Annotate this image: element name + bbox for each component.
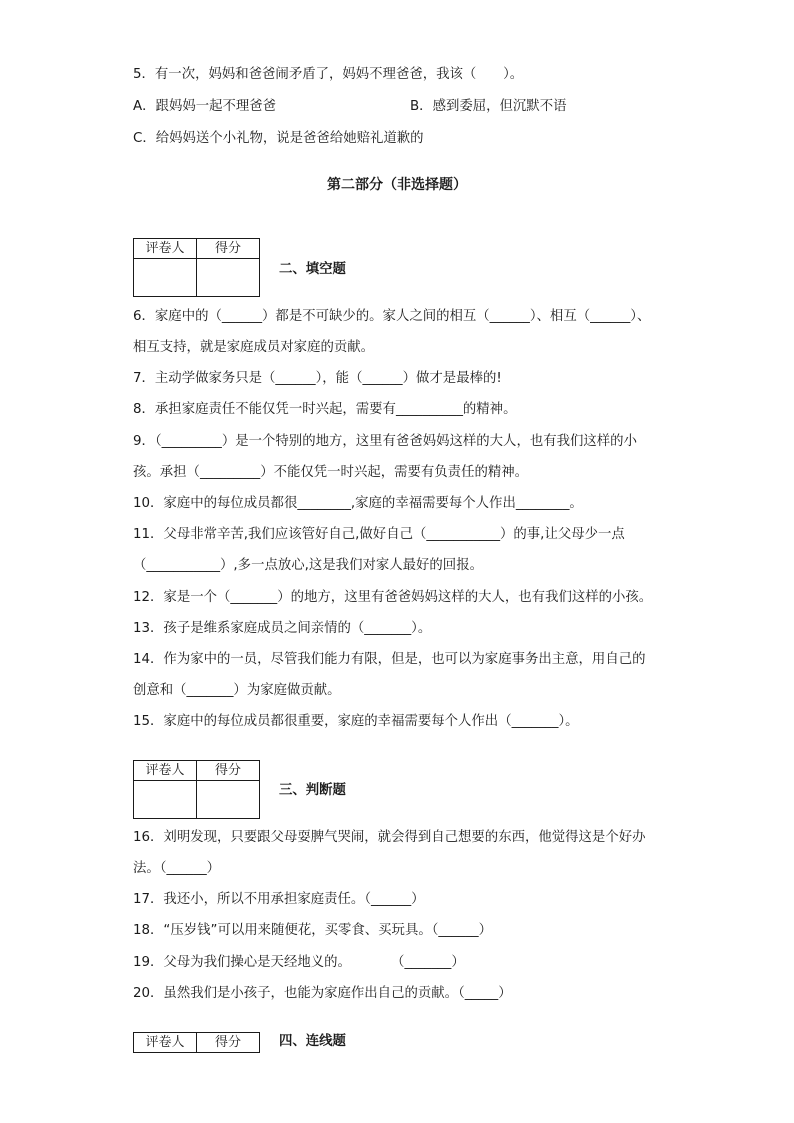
reviewer-cell xyxy=(134,259,197,297)
question-5-option-a: A．跟妈妈一起不理爸爸 xyxy=(133,99,277,114)
fill-line: （___________）,多一点放心,这是我们对家人最好的回报。 xyxy=(133,558,483,573)
fill-line: 孩。承担（_________）不能仅凭一时兴起，需要有负责任的精神。 xyxy=(133,465,529,480)
fill-line: 6．家庭中的（______）都是不可缺少的。家人之间的相互（______）、相互（______）、 xyxy=(133,309,651,324)
fill-line: 13．孩子是维系家庭成员之间亲情的（_______）。 xyxy=(133,621,432,636)
fill-line: 12．家是一个（_______）的地方，这里有爸爸妈妈这样的大人，也有我们这样的小孩。 xyxy=(133,590,653,605)
judge-line: 16．刘明发现，只要跟父母耍脾气哭闹，就会得到自己想要的东西，他觉得这是个好办 xyxy=(133,830,646,845)
fill-line: 创意和（_______）为家庭做贡献。 xyxy=(133,683,341,698)
fill-line: 14．作为家中的一员，尽管我们能力有限，但是，也可以为家庭事务出主意，用自己的 xyxy=(133,652,646,667)
reviewer-label: 评卷人 xyxy=(134,239,197,259)
reviewer-label: 评卷人 xyxy=(134,1033,197,1053)
part-2-title: 第二部分（非选择题） xyxy=(327,177,467,193)
fill-line: 11．父母非常辛苦,我们应该管好自己,做好自己（___________）的事,让父母少一点 xyxy=(133,527,625,542)
section-fill-title: 二、填空题 xyxy=(279,262,346,277)
section-judge-title: 三、判断题 xyxy=(279,783,346,798)
question-5-stem: 5．有一次，妈妈和爸爸闹矛盾了，妈妈不理爸爸，我该（ ）。 xyxy=(133,67,524,82)
fill-line: 15．家庭中的每位成员都很重要，家庭的幸福需要每个人作出（_______）。 xyxy=(133,714,579,729)
fill-line: 8．承担家庭责任不能仅凭一时兴起，需要有__________的精神。 xyxy=(133,402,517,417)
reviewer-label: 评卷人 xyxy=(134,761,197,781)
score-box-judge xyxy=(133,760,260,819)
score-cell xyxy=(197,259,260,297)
judge-line: 法。（______） xyxy=(133,861,221,876)
section-match-title: 四、连线题 xyxy=(279,1034,346,1049)
score-label: 得分 xyxy=(197,1033,260,1053)
judge-line: 19．父母为我们操心是天经地义的。 （_______） xyxy=(133,955,465,970)
reviewer-cell xyxy=(134,781,197,819)
question-5-option-c: C．给妈妈送个小礼物，说是爸爸给她赔礼道歉的 xyxy=(133,131,424,146)
judge-line: 17．我还小，所以不用承担家庭责任。（______） xyxy=(133,892,425,907)
question-5-option-b: B．感到委屈，但沉默不语 xyxy=(410,99,567,114)
fill-line: 10．家庭中的每位成员都很________,家庭的幸福需要每个人作出________。 xyxy=(133,496,583,511)
score-cell xyxy=(197,781,260,819)
fill-line: 相互支持，就是家庭成员对家庭的贡献。 xyxy=(133,340,375,355)
score-label: 得分 xyxy=(197,239,260,259)
score-box-fill xyxy=(133,238,260,297)
judge-line: 18．“压岁钱”可以用来随便花，买零食、买玩具。（______） xyxy=(133,923,492,938)
score-box-match xyxy=(133,1032,260,1053)
fill-line: 9．（_________）是一个特别的地方，这里有爸爸妈妈这样的大人，也有我们这样的小 xyxy=(133,434,637,449)
fill-line: 7．主动学做家务只是（______），能（______）做才是最棒的! xyxy=(133,371,502,386)
judge-line: 20．虽然我们是小孩子，也能为家庭作出自己的贡献。（_____） xyxy=(133,986,512,1001)
score-label: 得分 xyxy=(197,761,260,781)
